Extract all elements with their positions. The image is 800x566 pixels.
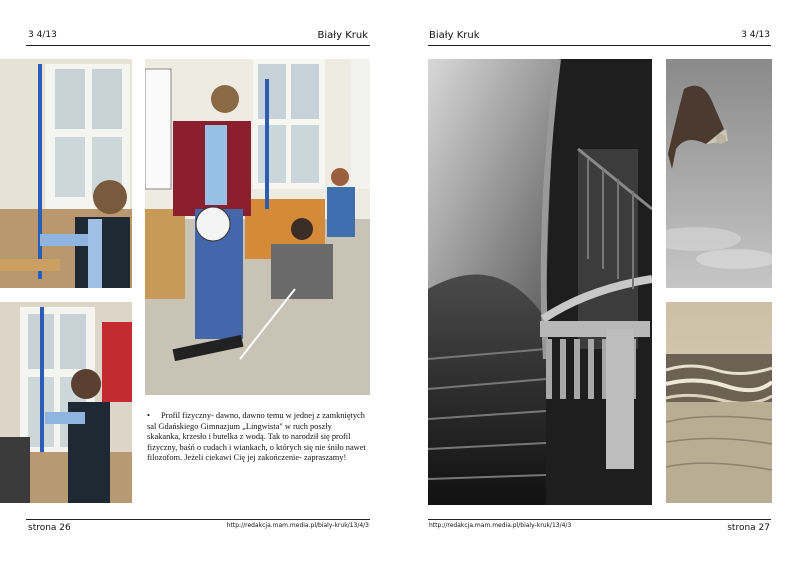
footer-url[interactable]: http://redakcja.mam.media.pl/bialy-kruk/13/4/3 <box>429 522 572 529</box>
header-rule <box>428 45 771 46</box>
magazine-title: Biały Kruk <box>317 30 368 41</box>
page-number: strona 26 <box>28 523 71 533</box>
page-number: strona 27 <box>727 523 770 533</box>
bullet: • <box>147 411 150 420</box>
footer-rule <box>26 519 370 520</box>
right-page <box>400 0 800 566</box>
photo-sea <box>666 302 772 503</box>
footer-rule <box>428 519 771 520</box>
article-paragraph: Profil fizyczny- dawno, dawno temu w jednej z zamkniętych sal Gdańskiego Gimnazjum „Lingwista" w ruch poszły skakanka, krzesło i butelka z wodą. Tak to narodził się profil fizyczny, baśń o cudach i wiankach, o których się nie śniło nawet filozofom. Jeżeli ciekawi Cię jej zakończenie- zapraszamy! <box>147 411 366 463</box>
photo-staircase <box>428 59 652 505</box>
photo-skateboard <box>145 59 370 395</box>
footer-url[interactable]: http://redakcja.mam.media.pl/bialy-kruk/13/4/3 <box>226 522 369 529</box>
photo-bird <box>666 59 772 288</box>
issue-number: 3 4/13 <box>28 30 57 40</box>
issue-number: 3 4/13 <box>741 30 770 40</box>
photo-boy-window <box>0 302 132 503</box>
article-text <box>147 411 367 464</box>
header-rule <box>26 45 370 46</box>
photo-boy-pole <box>0 59 132 288</box>
magazine-title: Biały Kruk <box>429 30 480 41</box>
